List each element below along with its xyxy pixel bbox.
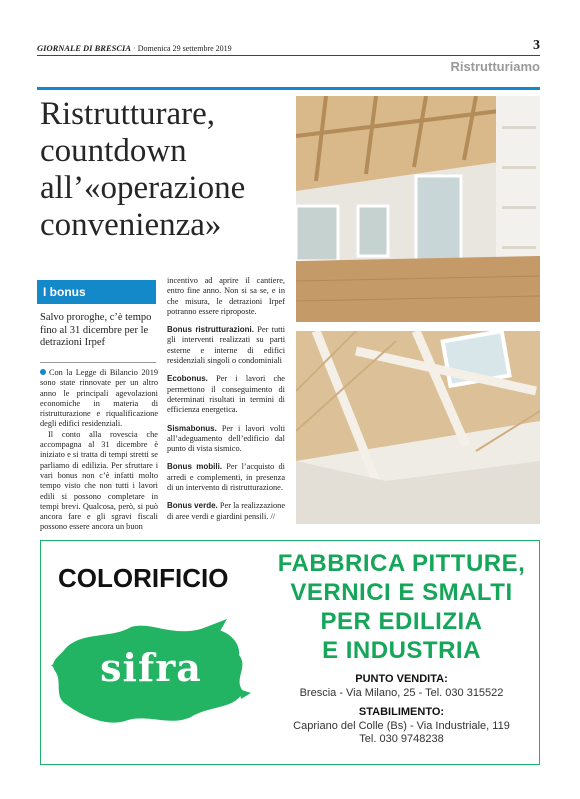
issue-date: Domenica 29 settembre 2019 xyxy=(137,44,232,53)
article-column-2 xyxy=(167,276,285,522)
section-divider xyxy=(37,87,540,90)
logo-text: sifra xyxy=(100,645,202,690)
sifra-logo xyxy=(51,619,251,729)
bonus-item: Sismabonus. Per i lavori volti all’adeguamento dell’edificio dal punto di vista sismico. xyxy=(167,423,286,454)
slogan-line: VERNICI E SMALTI xyxy=(290,579,513,606)
attic-room-photo xyxy=(296,96,540,322)
bonus-item-label: Sismabonus. xyxy=(167,423,217,433)
column-divider xyxy=(40,362,156,363)
plant-phone: Tel. 030 9748238 xyxy=(359,733,444,745)
store-label: PUNTO VENDITA: xyxy=(355,673,448,685)
bonus-box-title: I bonus xyxy=(37,280,156,304)
ad-brand-top: COLORIFICIO xyxy=(58,563,229,593)
bonus-item: Bonus verde. Per la realizzazione di aree verdi e giardini pensili. // xyxy=(167,501,285,521)
slogan-line: PER EDILIZIA xyxy=(320,608,483,635)
plant-label: STABILIMENTO: xyxy=(358,706,445,718)
article-column-1 xyxy=(40,368,158,533)
bonus-item-label: Bonus verde. xyxy=(167,501,218,511)
bonus-item-label: Bonus ristrutturazioni. xyxy=(167,325,254,335)
plant-address: Capriano del Colle (Bs) - Via Industriale, 119 xyxy=(293,719,510,732)
article-paragraph: incentivo ad aprire il cantiere, entro fine anno. Non si sa se, e in che misura, le detrazioni Irpef potranno essere riproposte. xyxy=(167,276,285,316)
ad-contact-info xyxy=(269,673,534,747)
slogan-line: FABBRICA PITTURE, xyxy=(277,550,526,577)
bonus-item: Bonus mobili. Per l’acquisto di arredi e complementi, in presenza di un intervento di ristrutturazione. xyxy=(167,462,285,493)
bonus-item-label: Bonus mobili. xyxy=(167,462,223,472)
advertisement xyxy=(40,540,540,765)
bullet-icon xyxy=(40,369,46,375)
bonus-box-subtitle: Salvo proroghe, c’è tempo fino al 31 dicembre per le detrazioni Irpef xyxy=(40,312,152,348)
header-divider xyxy=(37,55,540,56)
header-masthead xyxy=(37,43,232,53)
section-title: Ristrutturiamo xyxy=(450,59,540,74)
store-address: Brescia - Via Milano, 25 - Tel. 030 315522 xyxy=(299,686,504,699)
bonus-item-label: Ecobonus. xyxy=(167,374,208,384)
bonus-item: Bonus ristrutturazioni. Per tutti gli interventi realizzati su parti esterne e interne di edifici residenziali singoli o condominiali xyxy=(167,325,286,366)
article-paragraph: Con la Legge di Bilancio 2019 sono state rinnovate per un altro anno le principali agevolazioni economiche in materia di ristrutturazione e riqualificazione degli edifici residenziali. xyxy=(40,368,158,429)
publication-name: GIORNALE DI BRESCIA xyxy=(37,43,132,53)
ad-slogan xyxy=(269,549,534,665)
bonus-item: Ecobonus. Per i lavori che permettono il conseguimento di determinati risultati in termini di efficienza energetica. xyxy=(167,374,285,415)
page-number: 3 xyxy=(533,38,540,53)
attic-skylight-photo xyxy=(296,331,540,524)
article-paragraph: Il conto alla rovescia che accompagna al 31 dicembre è iniziato e si tratta di tempi stretti se parliamo di edilizia. Per sfruttare i vari bonus non c’è infatti molto tempo visto che non tutti i lavori edili si possono completare in tempi brevi. Qualcosa, però, si può ancora fare e gli sgravi fiscali possono essere ancora un buon xyxy=(40,429,158,532)
header-separator: · xyxy=(133,44,136,53)
slogan-line: E INDUSTRIA xyxy=(322,637,481,664)
article-headline: Ristrutturare, countdown all’«operazione convenienza» xyxy=(40,96,246,243)
